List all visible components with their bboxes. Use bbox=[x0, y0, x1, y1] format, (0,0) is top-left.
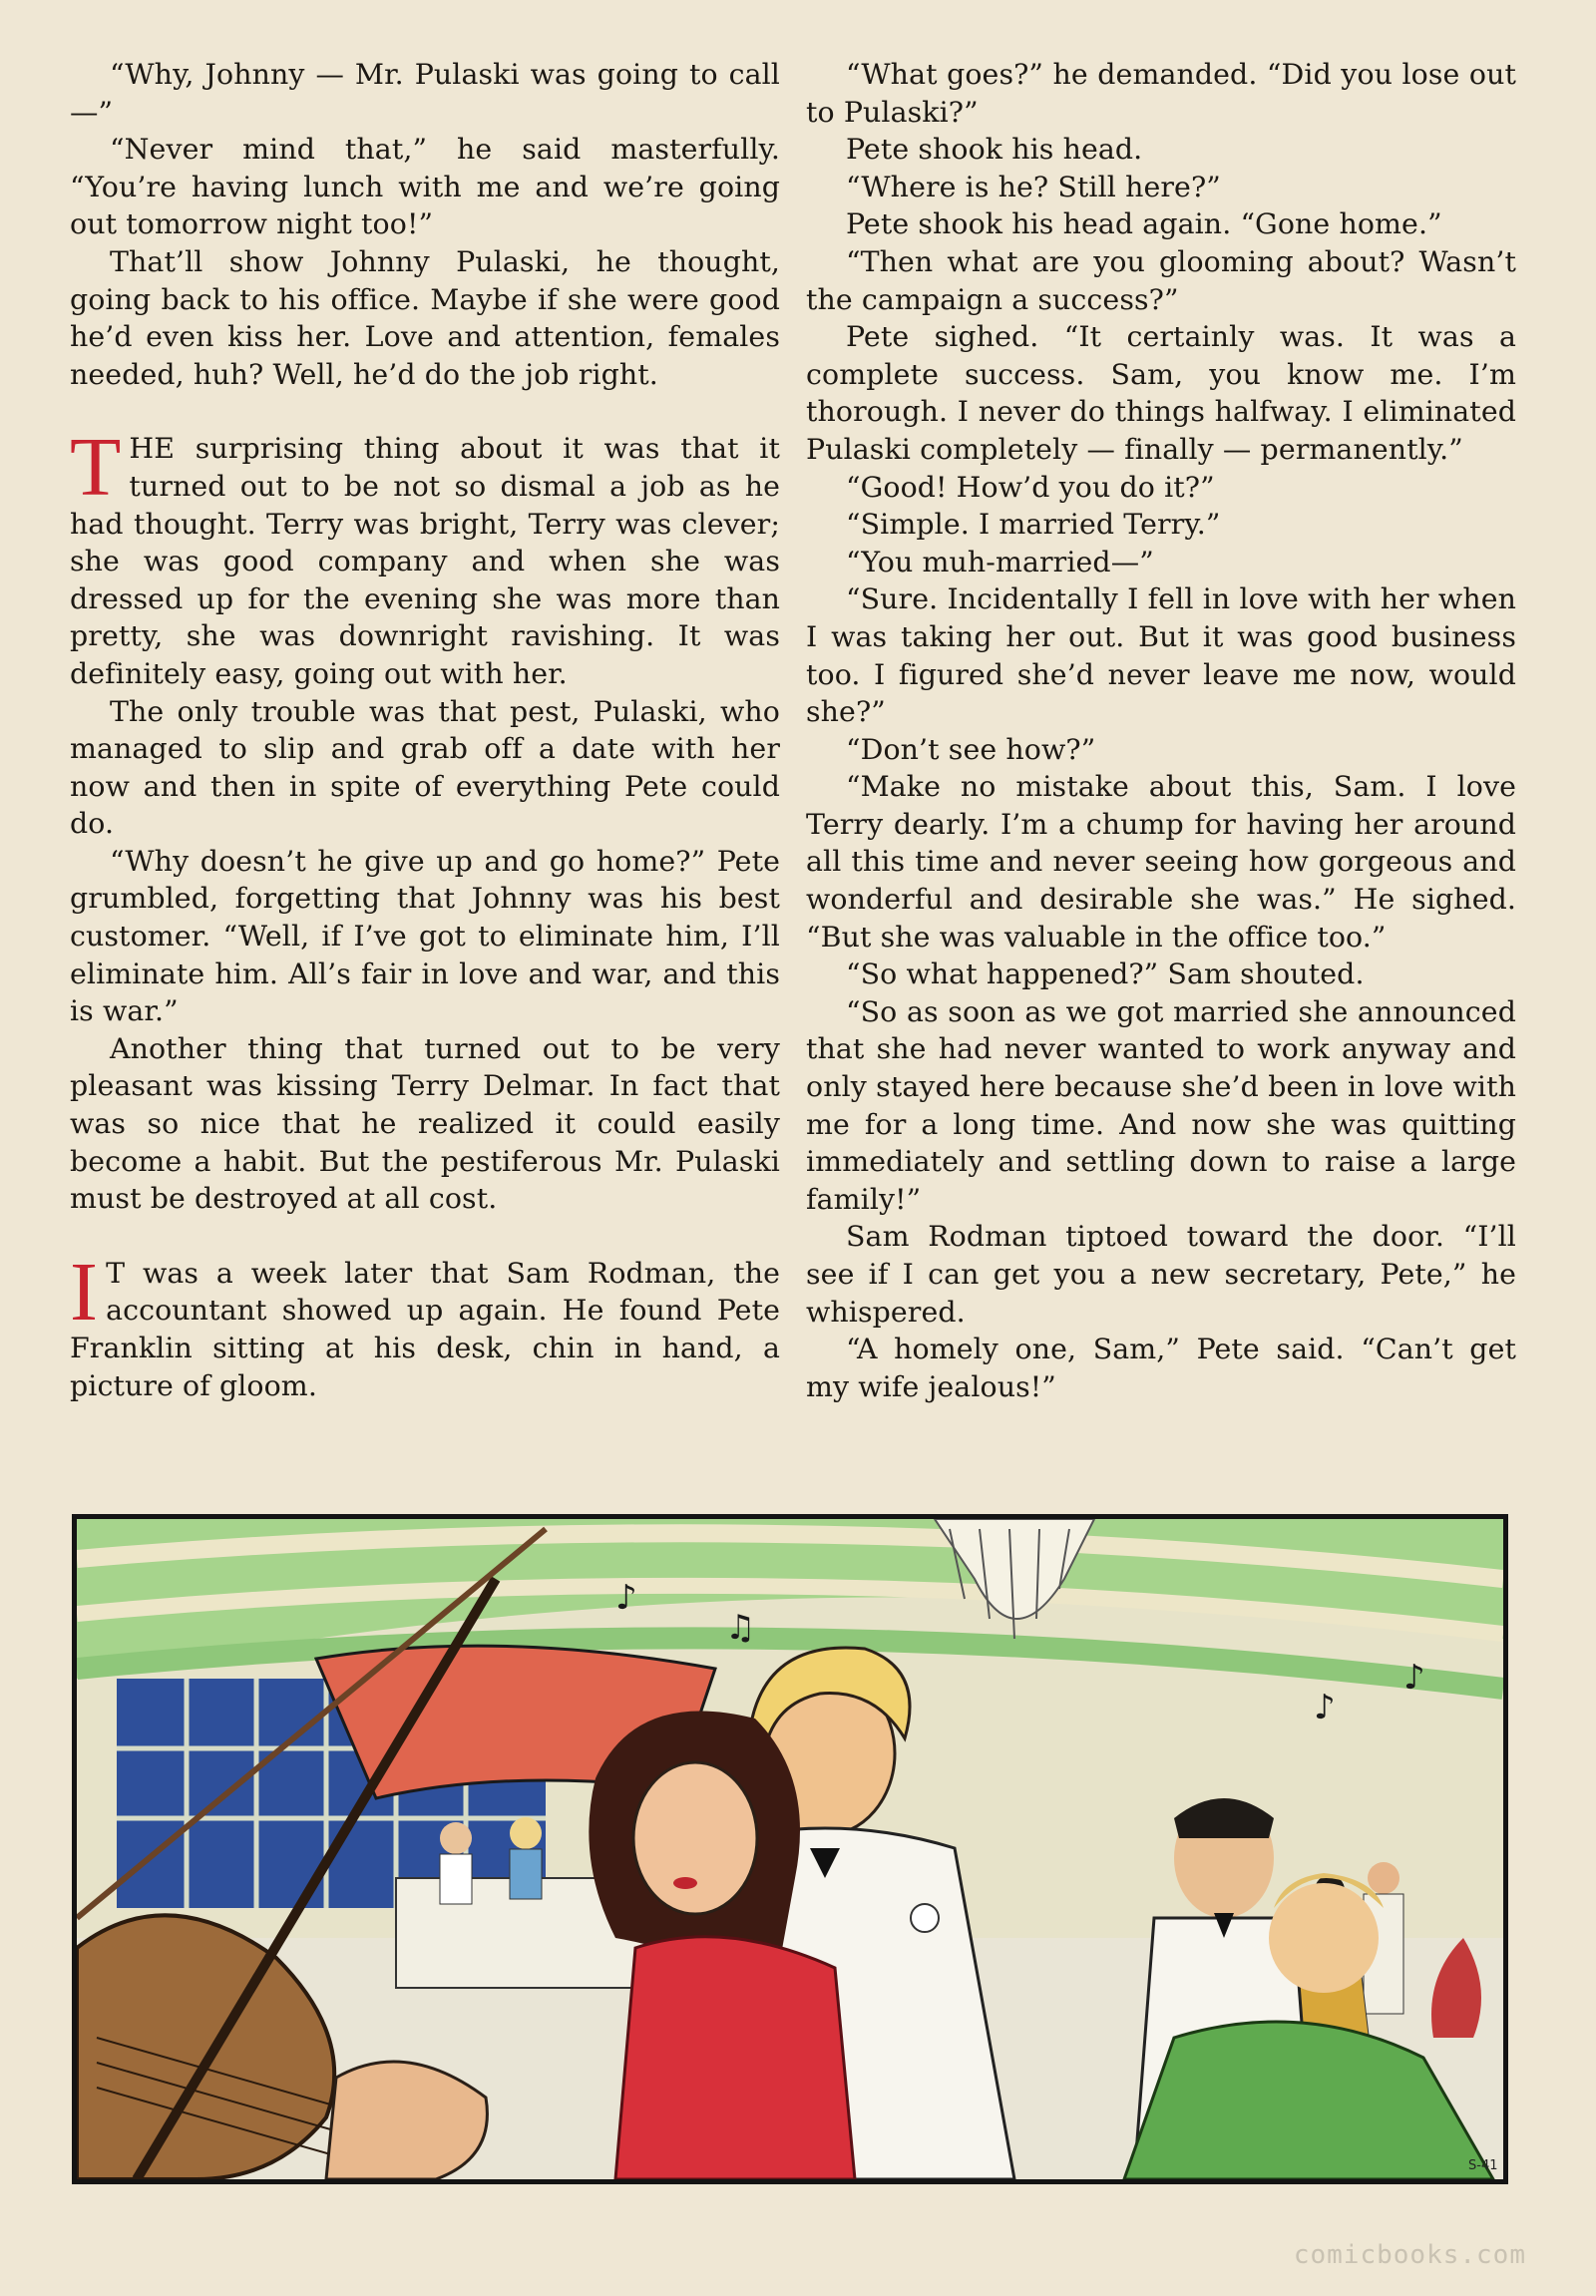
paragraph: Another thing that turned out to be very pleasant was kissing Terry Delmar. In fact that was so nice that he realized it could easily become a habit. But the pestiferous Mr. Pulaski must be destroyed at all cost. bbox=[70, 1031, 780, 1216]
right-text-column bbox=[806, 56, 1516, 1405]
paragraph: That’ll show Johnny Pulaski, he thought, going back to his office. Maybe if she were good he’d even kiss her. Love and attention, females needed, huh? Well, he’d do the job right. bbox=[70, 244, 780, 391]
paragraph: “Where is he? Still here?” bbox=[846, 170, 1221, 203]
svg-text:♫: ♫ bbox=[725, 1608, 756, 1648]
drop-cap-letter: T bbox=[70, 421, 122, 515]
paragraph: “So what happened?” Sam shouted. bbox=[846, 957, 1365, 991]
paragraph: “Make no mistake about this, Sam. I love Terry dearly. I’m a chump for having her around all this time and never seeing how gorgeous and wonderful and desirable she was.” He sighed. “But she was valuable in the office too.” bbox=[806, 770, 1516, 954]
section-opening-paragraph bbox=[70, 421, 780, 692]
paragraph: “Don’t see how?” bbox=[846, 732, 1096, 766]
paragraph-text: HE surprising thing about it was that it turned out to be not so dismal a job as he had thought. Terry was bright, Terry was clever; she was good company and when she was dressed up for the evening she was more than pretty, she was downright ravishing. It was definitely easy, going out with her. bbox=[70, 432, 780, 690]
paragraph: “Sure. Incidentally I fell in love with her when I was taking her out. But it was good business too. I figured she’d never leave me now, would she?” bbox=[806, 582, 1516, 729]
artist-signature: S-41 bbox=[1468, 2158, 1498, 2173]
left-text-column bbox=[70, 56, 780, 1404]
illustration-panel bbox=[72, 1514, 1508, 2184]
paragraph-text: T was a week later that Sam Rodman, the accountant showed up again. He found Pete Franklin sitting at his desk, chin in hand, a picture of gloom. bbox=[70, 1256, 780, 1402]
svg-text:♪: ♪ bbox=[1403, 1658, 1425, 1698]
paragraph: “What goes?” he demanded. “Did you lose out to Pulaski?” bbox=[806, 58, 1516, 129]
paragraph: “So as soon as we got married she announced that she had never wanted to work anyway and only stayed here because she’d been in love with me for a long time. And now she was quitting immediately and settling down to raise a large family!” bbox=[806, 994, 1516, 1216]
paragraph: Pete shook his head. bbox=[846, 133, 1143, 167]
svg-text:♪: ♪ bbox=[1314, 1688, 1336, 1727]
svg-text:♪: ♪ bbox=[615, 1578, 637, 1618]
paragraph: “Good! How’d you do it?” bbox=[846, 470, 1215, 504]
watermark-text: comicbooks.com bbox=[1293, 2240, 1526, 2270]
paragraph: Pete shook his head again. “Gone home.” bbox=[846, 207, 1442, 241]
paragraph: “Never mind that,” he said masterfully. “You’re having lunch with me and we’re going out tomorrow night too!” bbox=[70, 133, 780, 241]
ballroom-dance-illustration bbox=[77, 1519, 1503, 2179]
paragraph: Sam Rodman tiptoed toward the door. “I’ll see if I can get you a new secretary, Pete,” he whispered. bbox=[806, 1220, 1516, 1329]
section-opening-paragraph bbox=[70, 1245, 780, 1404]
paragraph: The only trouble was that pest, Pulaski, who managed to slip and grab off a date with her now and then in spite of everything Pete could do. bbox=[70, 694, 780, 841]
paragraph: “Then what are you glooming about? Wasn’t the campaign a success?” bbox=[806, 244, 1516, 316]
paragraph: Pete sighed. “It certainly was. It was a complete success. Sam, you know me. I’m thorough. I never do things halfway. I eliminated Pulaski completely — finally — permanently.” bbox=[806, 320, 1516, 466]
paragraph: “Why, Johnny — Mr. Pulaski was going to call —” bbox=[70, 58, 780, 129]
paragraph: “You muh-married—” bbox=[846, 545, 1154, 578]
drop-cap-letter: I bbox=[70, 1245, 99, 1339]
paragraph: “A homely one, Sam,” Pete said. “Can’t get my wife jealous!” bbox=[806, 1333, 1516, 1403]
paragraph: “Why doesn’t he give up and go home?” Pete grumbled, forgetting that Johnny was his best customer. “Well, if I’ve got to eliminate him, I’ll eliminate him. All’s fair in love and war, and this is war.” bbox=[70, 844, 780, 1028]
paragraph: “Simple. I married Terry.” bbox=[846, 508, 1221, 542]
